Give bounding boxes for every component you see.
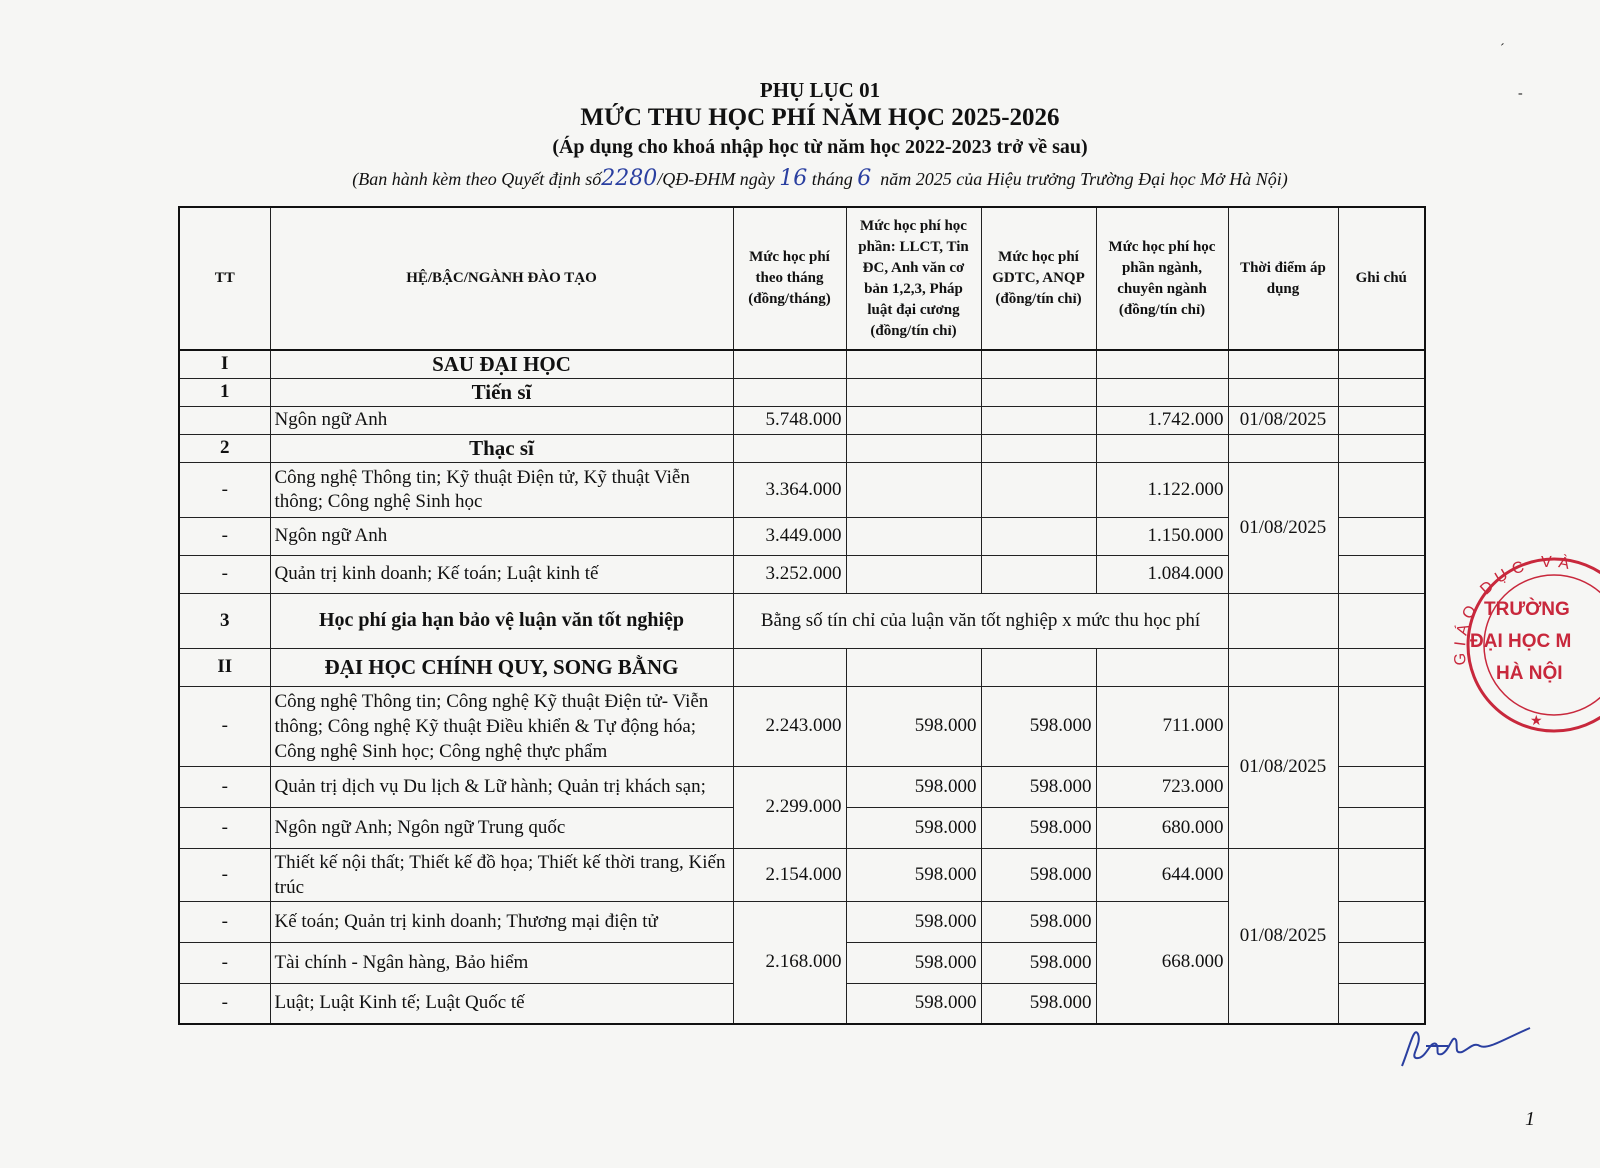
appendix-label: PHỤ LỤC 01 — [759, 78, 881, 102]
program-name: Quản trị dịch vụ Du lịch & Lữ hành; Quản trị khách sạn; — [270, 766, 733, 807]
gdtc-fee: 598.000 — [981, 901, 1096, 942]
major-fee: 723.000 — [1096, 766, 1228, 807]
subsection-title: Thạc sĩ — [270, 434, 733, 462]
subsection-row — [179, 378, 1425, 406]
subsection-row — [179, 434, 1425, 462]
major-fee: 680.000 — [1096, 807, 1228, 848]
table-row — [179, 686, 1425, 766]
monthly-fee: 3.449.000 — [733, 517, 846, 555]
university-stamp — [1436, 545, 1600, 745]
table-row — [179, 848, 1425, 901]
signature-mark — [1396, 1016, 1536, 1072]
monthly-fee: 2.243.000 — [733, 686, 846, 766]
major-fee: 1.122.000 — [1096, 462, 1228, 517]
row-tt: II — [179, 648, 270, 686]
stamp-line2: ĐẠI HỌC M — [1470, 631, 1572, 652]
stamp-line1: TRƯỜNG — [1484, 599, 1570, 620]
row-tt: - — [179, 686, 270, 766]
extension-title: Học phí gia hạn bảo vệ luận văn tốt nghiệp — [270, 593, 733, 648]
major-fee: 644.000 — [1096, 848, 1228, 901]
apply-date: 01/08/2025 — [1228, 686, 1338, 848]
row-tt: - — [179, 517, 270, 555]
program-name: Quản trị kinh doanh; Kế toán; Luật kinh tế — [270, 555, 733, 593]
extension-formula: Bằng số tín chỉ của luận văn tốt nghiệp x mức thu học phí — [733, 593, 1228, 648]
apply-date: 01/08/2025 — [1228, 462, 1338, 593]
monthly-fee: 3.364.000 — [733, 462, 846, 517]
stamp-line3: HÀ NỘI — [1496, 663, 1563, 684]
decision-text-b: /QĐ-ĐHM ngày — [657, 169, 775, 189]
decision-text-c: tháng — [811, 169, 853, 189]
general-fee: 598.000 — [846, 807, 981, 848]
col-header-gdtc: Mức học phí GDTC, ANQP (đồng/tín chỉ) — [981, 207, 1096, 350]
fee-table — [178, 206, 1426, 1025]
decision-number: 2280 — [601, 166, 658, 191]
col-header-tt: TT — [179, 207, 270, 350]
header-row — [179, 207, 1425, 350]
monthly-fee: 2.154.000 — [733, 848, 846, 901]
general-fee: 598.000 — [846, 901, 981, 942]
extension-row — [179, 593, 1425, 648]
row-tt: I — [179, 350, 270, 378]
row-tt: - — [179, 848, 270, 901]
program-name: Công nghệ Thông tin; Kỹ thuật Điện tử, Kỹ thuật Viễn thông; Công nghệ Sinh học — [270, 462, 733, 517]
apply-date: 01/08/2025 — [1228, 848, 1338, 1024]
table-row — [179, 462, 1425, 517]
program-name: Ngôn ngữ Anh — [270, 406, 733, 434]
row-tt: 3 — [179, 593, 270, 648]
apply-date: 01/08/2025 — [1228, 406, 1338, 434]
monthly-fee: 2.168.000 — [733, 901, 846, 1024]
major-fee: 711.000 — [1096, 686, 1228, 766]
program-name: Ngôn ngữ Anh; Ngôn ngữ Trung quốc — [270, 807, 733, 848]
gdtc-fee: 598.000 — [981, 686, 1096, 766]
section-row — [179, 648, 1425, 686]
gdtc-fee: 598.000 — [981, 983, 1096, 1024]
section-title: ĐẠI HỌC CHÍNH QUY, SONG BẰNG — [270, 648, 733, 686]
scan-mark: ´ — [1500, 42, 1505, 57]
col-header-general: Mức học phí học phần: LLCT, Tin ĐC, Anh văn cơ bản 1,2,3, Pháp luật đại cương (đồng/tín chỉ) — [846, 207, 981, 350]
major-fee: 1.742.000 — [1096, 406, 1228, 434]
decision-text-d: năm 2025 của Hiệu trưởng Trường Đại học Mở Hà Nội) — [880, 169, 1288, 189]
section-title: SAU ĐẠI HỌC — [270, 350, 733, 378]
general-fee: 598.000 — [846, 983, 981, 1024]
row-tt: - — [179, 807, 270, 848]
document-subtitle: (Áp dụng cho khoá nhập học từ năm học 2022-2023 trở về sau) — [552, 136, 1088, 158]
major-fee: 668.000 — [1096, 901, 1228, 1024]
program-name: Công nghệ Thông tin; Công nghệ Kỹ thuật Điện tử- Viễn thông; Công nghệ Kỹ thuật Điều khiển & Tự động hóa; Công nghệ Sinh học; Công nghệ thực phẩm — [270, 686, 733, 766]
program-name: Luật; Luật Kinh tế; Luật Quốc tế — [270, 983, 733, 1024]
subsection-title: Tiến sĩ — [270, 378, 733, 406]
gdtc-fee: 598.000 — [981, 807, 1096, 848]
gdtc-fee: 598.000 — [981, 766, 1096, 807]
gdtc-fee: 598.000 — [981, 848, 1096, 901]
row-tt: - — [179, 901, 270, 942]
monthly-fee: 2.299.000 — [733, 766, 846, 848]
col-header-note: Ghi chú — [1338, 207, 1425, 350]
table-row — [179, 406, 1425, 434]
program-name: Kế toán; Quản trị kinh doanh; Thương mại điện tử — [270, 901, 733, 942]
page-number: 1 — [1525, 1108, 1535, 1130]
decision-text-a: (Ban hành kèm theo Quyết định số — [352, 169, 602, 189]
stamp-arc-text: GIÁO DỤC VÀ — [1451, 553, 1577, 666]
general-fee: 598.000 — [846, 942, 981, 983]
row-tt: 2 — [179, 434, 270, 462]
row-tt: - — [179, 555, 270, 593]
major-fee: 1.084.000 — [1096, 555, 1228, 593]
row-tt: - — [179, 942, 270, 983]
decision-reference — [0, 166, 1600, 191]
program-name: Tài chính - Ngân hàng, Bảo hiểm — [270, 942, 733, 983]
general-fee: 598.000 — [846, 686, 981, 766]
general-fee: 598.000 — [846, 848, 981, 901]
col-header-program: HỆ/BẬC/NGÀNH ĐÀO TẠO — [270, 207, 733, 350]
row-tt: - — [179, 983, 270, 1024]
program-name: Thiết kế nội thất; Thiết kế đồ họa; Thiết kế thời trang, Kiến trúc — [270, 848, 733, 901]
monthly-fee: 5.748.000 — [733, 406, 846, 434]
row-tt: - — [179, 462, 270, 517]
gdtc-fee: 598.000 — [981, 942, 1096, 983]
section-row — [179, 350, 1425, 378]
scan-mark: - — [1518, 86, 1523, 101]
general-fee: 598.000 — [846, 766, 981, 807]
program-name: Ngôn ngữ Anh — [270, 517, 733, 555]
monthly-fee: 3.252.000 — [733, 555, 846, 593]
decision-month: 6 — [857, 166, 872, 191]
star-icon: ★ — [1530, 713, 1543, 729]
decision-day: 16 — [779, 166, 808, 191]
col-header-major: Mức học phí học phần ngành, chuyên ngành (đồng/tín chỉ) — [1096, 207, 1228, 350]
col-header-monthly: Mức học phí theo tháng (đồng/tháng) — [733, 207, 846, 350]
major-fee: 1.150.000 — [1096, 517, 1228, 555]
col-header-date: Thời điểm áp dụng — [1228, 207, 1338, 350]
row-tt: 1 — [179, 378, 270, 406]
document-title: MỨC THU HỌC PHÍ NĂM HỌC 2025-2026 — [580, 104, 1060, 131]
row-tt: - — [179, 766, 270, 807]
